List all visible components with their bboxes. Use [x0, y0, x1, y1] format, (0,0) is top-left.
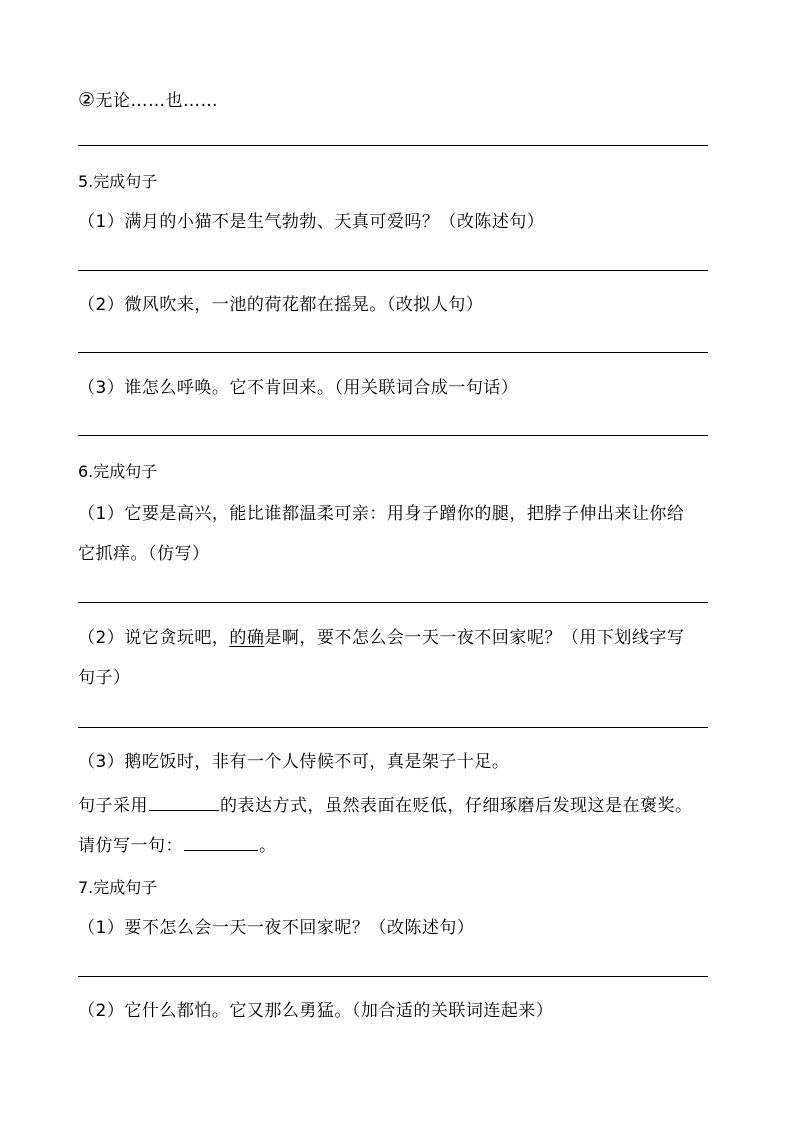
q6-sentence-3-line-2 — [78, 792, 693, 818]
q6-sentence-1-line-2: 它抓痒。（仿写） — [78, 544, 210, 564]
q7-sentence-1: （1）要不怎么会一天一夜不回家呢？（改陈述句） — [78, 918, 475, 938]
q6-imitate-end: 。 — [259, 836, 277, 856]
item-2-text: 无论……也…… — [95, 91, 219, 111]
answer-line[interactable] — [78, 435, 708, 436]
q6-sentence-3-prefix: 句子采用 — [78, 796, 148, 816]
q5-sentence-3: （3）谁怎么呼唤。它不肯回来。（用关联词合成一句话） — [78, 378, 519, 398]
answer-line[interactable] — [78, 270, 708, 271]
answer-line[interactable] — [78, 145, 708, 146]
q6-sentence-2-prefix: （2）说它贪玩吧， — [78, 628, 230, 648]
q6-sentence-3-line-3 — [78, 832, 277, 858]
q6-sentence-2-line-2: 句子） — [78, 668, 131, 688]
q7-heading: 7.完成句子 — [78, 878, 158, 897]
answer-line[interactable] — [78, 602, 708, 603]
q5-heading: 5.完成句子 — [78, 172, 158, 191]
q6-sentence-1-line-1: （1）它要是高兴，能比谁都温柔可亲：用身子蹭你的腿，把脖子伸出来让你给 — [78, 504, 685, 524]
q6-sentence-2-suffix: 是啊，要不怎么会一天一夜不回家呢？（用下划线字写 — [264, 628, 685, 648]
underlined-word: 的确 — [229, 628, 265, 648]
answer-line[interactable] — [78, 352, 708, 353]
q5-sentence-1: （1）满月的小猫不是生气勃勃、天真可爱吗？（改陈述句） — [78, 212, 545, 232]
q6-sentence-3-suffix: 的表达方式，虽然表面在贬低，仔细琢磨后发现这是在褒奖。 — [220, 796, 693, 816]
fill-in-blank[interactable] — [184, 832, 258, 851]
fill-in-blank[interactable] — [149, 792, 219, 811]
q6-imitate-prompt: 请仿写一句： — [78, 836, 183, 856]
q6-sentence-2-line-1 — [78, 626, 684, 650]
answer-line[interactable] — [78, 976, 708, 977]
circled-number-2: ② — [78, 89, 96, 111]
q6-sentence-3-line-1: （3）鹅吃饭时，非有一个人侍候不可，真是架子十足。 — [78, 752, 510, 772]
q5-sentence-2: （2）微风吹来，一池的荷花都在摇晃。（改拟人句） — [78, 295, 484, 315]
answer-line[interactable] — [78, 727, 708, 728]
item-2-line — [78, 88, 218, 113]
q6-heading: 6.完成句子 — [78, 462, 158, 481]
q7-sentence-2: （2）它什么都怕。它又那么勇猛。（加合适的关联词连起来） — [78, 1001, 554, 1021]
